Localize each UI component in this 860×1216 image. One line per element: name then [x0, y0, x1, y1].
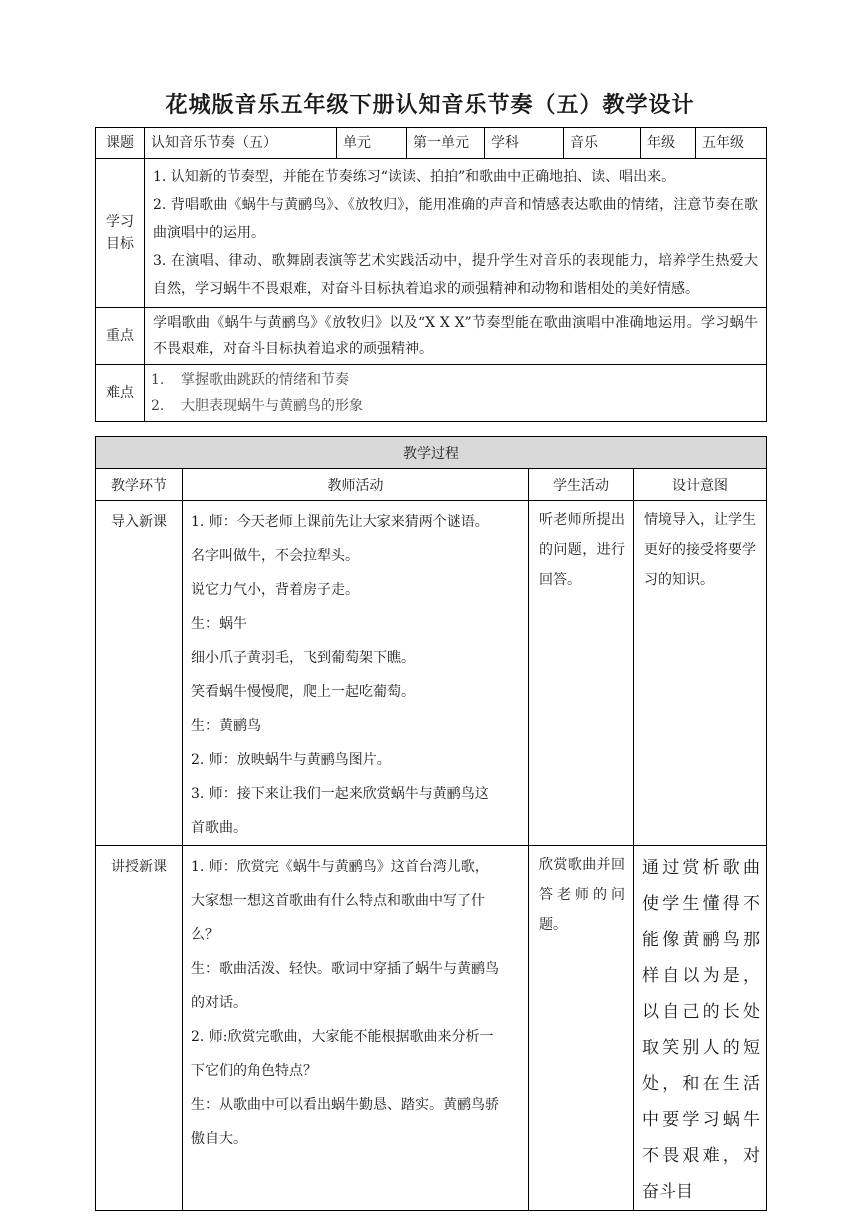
- key-points-label: 重点: [96, 308, 145, 365]
- difficulty-text: 大胆表现蜗牛与黄鹂鸟的形象: [181, 398, 363, 414]
- teacher-line: 大家想一想这首歌曲有什么特点和歌曲中写了什: [191, 893, 485, 909]
- lesson-info-table: [95, 127, 767, 422]
- process-header-row: [96, 437, 767, 469]
- design-intent: 情境导入，让学生更好的接受将要学习的知识。: [634, 501, 767, 846]
- teacher-line: 生：歌曲活泼、轻快。歌词中穿插了蜗牛与黄鹂鸟: [191, 961, 499, 977]
- teacher-line: 生：从歌曲中可以看出蜗牛勤恳、踏实。黄鹂鸟骄: [191, 1097, 499, 1113]
- difficulties-label: 难点: [96, 365, 145, 422]
- goal-item: 3. 在演唱、律动、歌舞剧表演等艺术实践活动中，提升学生对音乐的表现能力，培养学生热爱大自然，学习蜗牛不畏艰难，对奋斗目标执着追求的顽强精神和动物和谐相处的美好情感。: [153, 253, 758, 297]
- teacher-line: 生：蜗牛: [191, 616, 247, 632]
- teacher-line: 么？: [191, 927, 219, 943]
- process-row-intro: [96, 501, 767, 846]
- difficulty-item: [151, 367, 760, 393]
- teacher-line: 2. 师:欣赏完歌曲，大家能不能根据歌曲来分析一: [191, 1029, 494, 1045]
- document-title: 花城版音乐五年级下册认知音乐节奏（五）教学设计: [165, 93, 695, 118]
- process-columns-row: [96, 469, 767, 501]
- teacher-line: 细小爪子黄羽毛，飞到葡萄架下瞧。: [191, 650, 415, 666]
- student-activity: 欣赏歌曲并回答老师的问题。: [529, 846, 634, 1211]
- teacher-line: 名字叫做牛，不会拉犁头。: [191, 548, 359, 564]
- design-intent: 通过赏析歌曲使学生懂得不能像黄鹂鸟那样自以为是，以自己的长处取笑别人的短处，和在生活中要学习蜗牛不畏艰难，对奋斗目: [634, 846, 767, 1211]
- teacher-line: 生：黄鹂鸟: [191, 718, 261, 734]
- column-header: 设计意图: [634, 469, 767, 501]
- goal-item: 1. 认知新的节奏型，并能在节奏练习“读读、拍拍”和歌曲中正确地拍、读、唱出来。: [153, 169, 676, 185]
- teacher-line: 的对话。: [191, 995, 247, 1011]
- difficulty-text: 掌握歌曲跳跃的情绪和节奏: [181, 372, 349, 388]
- topic-value: 认知音乐节奏（五）: [145, 128, 337, 159]
- difficulty-item: [151, 393, 760, 419]
- difficulties-row: [96, 365, 767, 422]
- student-activity: 听老师所提出的问题，进行回答。: [529, 501, 634, 846]
- stage-label: 导入新课: [96, 501, 183, 846]
- goal-item: 2. 背唱歌曲《蜗牛与黄鹂鸟》、《放牧归》，能用准确的声音和情感表达歌曲的情绪，注意节奏在歌曲演唱中的运用。: [153, 197, 758, 241]
- teacher-activity: [183, 846, 529, 1211]
- unit-label: 单元: [337, 128, 407, 159]
- stage-label: 讲授新课: [96, 846, 183, 1211]
- subject-label: 学科: [485, 128, 564, 159]
- teacher-line: 说它力气小，背着房子走。: [191, 582, 359, 598]
- teacher-line: 首歌曲。: [191, 820, 247, 836]
- goals-label: 学习目标: [96, 159, 145, 308]
- subject-value: 音乐: [564, 128, 641, 159]
- key-points-text: 学唱歌曲《蜗牛与黄鹂鸟》《放牧归》以及“X X X”节奏型能在歌曲演唱中准确地运用。学习蜗牛不畏艰难，对奋斗目标执着追求的顽强精神。: [153, 315, 758, 357]
- key-points-row: [96, 308, 767, 365]
- teacher-line: 1. 师：欣赏完《蜗牛与黄鹂鸟》这首台湾儿歌，: [191, 859, 489, 875]
- goals-row: [96, 159, 767, 308]
- teaching-process-table: [95, 436, 767, 1211]
- topic-label: 课题: [96, 128, 145, 159]
- process-header: 教学过程: [96, 437, 767, 469]
- teacher-line: 下它们的角色特点？: [191, 1063, 317, 1079]
- difficulty-number: 1.: [151, 372, 165, 388]
- column-header: 学生活动: [529, 469, 634, 501]
- teacher-line: 2. 师：放映蜗牛与黄鹂鸟图片。: [191, 752, 391, 768]
- teacher-line: 1. 师：今天老师上课前先让大家来猜两个谜语。: [191, 514, 489, 530]
- unit-value: 第一单元: [407, 128, 485, 159]
- info-row: [96, 128, 767, 159]
- teacher-line: 笑看蜗牛慢慢爬，爬上一起吃葡萄。: [191, 684, 415, 700]
- teacher-activity: [183, 501, 529, 846]
- difficulty-number: 2.: [151, 398, 165, 414]
- column-header: 教师活动: [183, 469, 529, 501]
- teacher-line: 傲自大。: [191, 1131, 247, 1147]
- grade-label: 年级: [641, 128, 696, 159]
- grade-value: 五年级: [696, 128, 767, 159]
- process-row-new-lesson: [96, 846, 767, 1211]
- column-header: 教学环节: [96, 469, 183, 501]
- teacher-line: 3. 师：接下来让我们一起来欣赏蜗牛与黄鹂鸟这: [191, 786, 489, 802]
